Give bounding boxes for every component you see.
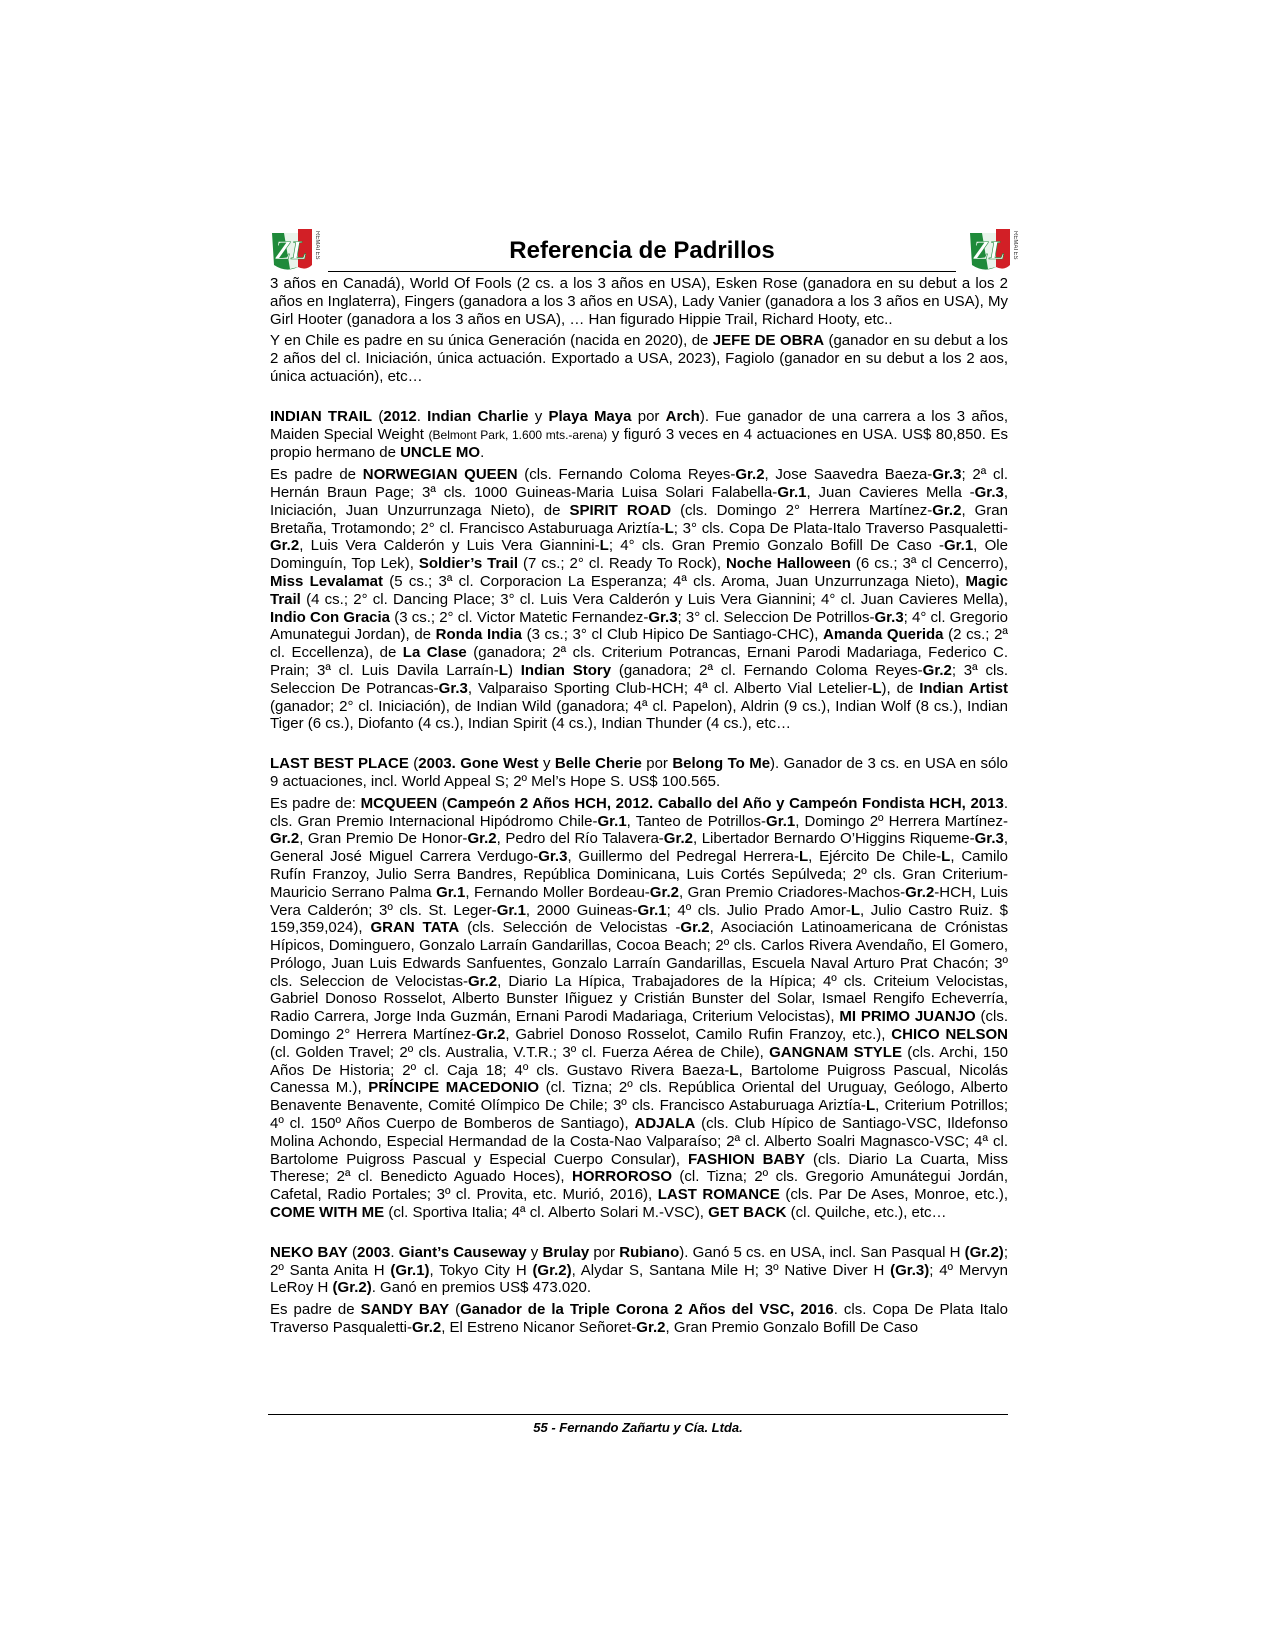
bold-text: NEKO BAY [270,1243,348,1261]
text-run: , 2000 Guineas- [525,901,638,919]
bold-text: Gr.3 [538,848,568,866]
text-run: (cls. Domingo 2° Herrera Martínez- [671,501,933,519]
text-run: (cls. Diario La Cuarta, Miss Therese; 2ª cl. Benedicto Aguado Hoces), [270,1150,1009,1186]
text-run: , General José Miguel Carrera Verdugo- [270,830,1008,866]
text-run: ; 3ª cls. Seleccion De Potrancas- [270,661,1008,697]
text-run: , Camilo Rufín Franzoy, Julio Serra Bandres, República Dominicana, Luis Cortés Sepúlveda; 2º cls. Gran Criterium-Mauricio Serrano Palma [270,848,1008,901]
bold-text: Magic Trail [270,572,1008,608]
text-run: ; 2º Santa Anita H [270,1243,1008,1279]
text-run: ). Ganador de 3 cs. en USA en sólo 9 actuaciones, incl. World Appeal S; 2º Mel’s Hope S. US$ 100.565. [270,755,1008,790]
text-run: (ganadora; 2ª cl. Fernando Coloma Reyes- [611,661,923,679]
text-run: Es padre de [270,466,363,484]
bold-text: Gr.1 [777,483,807,501]
bold-text: Gr.1 [597,812,627,830]
bold-text: Belle Cherie [554,755,642,773]
text-run: (3 cs.; 3° cl Club Hipico De Santiago-CHC), [521,626,824,644]
bold-text: Gr.2 [467,830,497,848]
bold-text: Gr.3 [932,466,962,484]
paragraph [270,408,1008,462]
text-run: , Bartolome Puigross Pascual, Nicolás Canessa M.), [270,1061,1009,1097]
paragraph [270,275,1008,328]
zl-remates-logo-right [966,227,1018,273]
text-run: (cl. Sportiva Italia; 4ª cl. Alberto Solari M.-VSC), [384,1204,709,1222]
bold-text: FASHION BABY [688,1150,806,1168]
text-run: y [538,755,555,773]
bold-text: Indian Charlie [427,407,529,425]
bold-text: Gr.1 [496,901,526,919]
logo-word: REMATES [314,231,320,260]
text-run: , Alydar S, Santana Mile H; 3º Native Diver H [571,1261,891,1279]
bold-text: Gr.2 [649,883,679,901]
text-run: , Criterium Potrillos; 4º cl. 150º Años Cuerpo de Bomberos de Santiago), [270,1097,1008,1133]
text-run: (cls. Domingo 2° Herrera Martínez- [270,1008,1009,1044]
text-run: , Gran Premio De Honor- [299,830,468,848]
text-run: (6 cs.; 3ª cl Cencerro), [850,555,1009,573]
bold-text: Gr.2 [467,972,498,990]
text-run: ; 3° cls. Copa De Plata-Italo Traverso Pasqualetti- [673,519,1008,537]
bold-text: Rubiano [619,1243,680,1261]
text-run: por [589,1243,620,1261]
bold-text: L [798,848,809,866]
text-run: (cls. Fernando Coloma Reyes- [517,466,736,484]
text-run: ; 4° cls. Gran Premio Gonzalo Bofill De Caso - [608,537,944,555]
bold-text: Miss Levalamat [270,572,383,590]
bold-text: 2003 [357,1243,391,1261]
bold-text: GRAN TATA [370,919,460,937]
text-run: Es padre de [270,1301,361,1319]
bold-text: COME WITH ME [270,1204,385,1222]
text-run: , Tanteo de Potrillos- [626,812,767,830]
page-footer: 55 - Fernando Zañartu y Cía. Ltda. [533,1420,743,1435]
text-run: (cl. Tizna; 2º cls. Gregorio Amunátegui Jordán, Cafetal, Radio Portales; 3º cl. Provita, etc. Murió, 2016), [270,1168,1008,1204]
text-run: , Luis Vera Calderón y Luis Vera Giannini- [299,537,600,555]
bold-text: Ganador de la Triple Corona 2 Años del VSC, 2016 [460,1301,834,1319]
footer-rule [268,1414,1008,1415]
logo-letters: ZL [275,236,307,265]
bold-text: Gr.2 [680,919,710,937]
text-run: ), de [881,679,920,697]
bold-text: Gr.2 [412,1319,442,1337]
bold-text: L [872,679,882,697]
bold-text: (Gr.2) [964,1243,1004,1261]
text-run: (ganador; 2° cl. Iniciación), de Indian Wild (ganadora; 4ª cl. Papelon), Aldrin (9 cs.), Indian Wolf (8 cs.), Indian Tiger (6 cs.), Diofanto (4 cs.), Indian Spirit (4 cs.), Indian Thunder (4 cs.), etc… [270,697,1008,733]
bold-text: Gr.1 [637,901,667,919]
text-run: 3 años en Canadá), World Of Fools (2 cs. a los 3 años en USA), Esken Rose (ganadora en su debut a los 2 años en Inglaterra), Fingers (ganadora a los 3 años en USA), Lady Vanier (ganadora a los 3 años en USA), My Girl Hooter (ganadora a los 3 años en USA), … Han figurado Hippie Trail, Richard Hooty, etc.. [270,275,1008,328]
text-run: por [631,407,666,425]
text-run: ). Ganó 5 cs. en USA, incl. San Pasqual H [679,1243,965,1261]
text-run: ( [372,407,384,425]
text-run: (cls. Archi, 150 Años De Historia; 2º cl. Caja 18; 4º cls. Gustavo Rivera Baeza- [270,1043,1008,1079]
bold-text: MCQUEEN [360,794,438,812]
bold-text: GANGNAM STYLE [769,1043,902,1061]
text-run: y [528,407,549,425]
text-run: . [416,407,428,425]
bold-text: SANDY BAY [360,1301,450,1319]
bold-text: Gr.3 [438,679,468,697]
paragraph [270,1244,1008,1297]
bold-text: Brulay [542,1243,590,1261]
text-run: , Julio Castro Ruiz. $ 159,359,024), [270,901,1008,937]
bold-text: (Gr.2) [332,1279,372,1297]
text-run: (cl. Tizna; 2º cls. República Oriental del Uruguay, Geólogo, Alberto Benavente Benavente, Comité Olímpico De Chile; 3º cls. Francisco Astaburuaga Ariztía- [270,1079,1008,1115]
paragraph [270,795,1008,1222]
text-run: . Ganó en premios US$ 473.020. [371,1279,592,1297]
text-run: ; 4º Mervyn LeRoy H [270,1261,1008,1297]
bold-text: ADJALA [634,1115,696,1133]
bold-text: L [729,1061,739,1079]
text-run: (5 cs.; 3ª cl. Corporacion La Esperanza; 4ª cls. Aroma, Juan Unzurrunzaga Nieto), [383,572,966,590]
text-run: , Guillermo del Pedregal Herrera- [567,848,799,866]
bold-text: La Clase [402,644,467,662]
text-run: , Valparaiso Sporting Club-HCH; 4ª cl. Alberto Vial Letelier- [467,679,873,697]
bold-text: L [865,1097,876,1115]
bold-text: Gr.3 [974,483,1004,501]
text-run: y [526,1243,543,1261]
bold-text: Gr.2 [270,537,300,555]
bold-text: INDIAN TRAIL [270,407,373,425]
bold-text: Indian Artist [919,679,1008,697]
bold-text: GET BACK [708,1204,787,1222]
paragraph [270,755,1008,791]
bold-text: HORROROSO [571,1168,672,1186]
title-underline [328,271,956,272]
text-run: , Gran Premio Gonzalo Bofill De Caso [665,1319,919,1337]
bold-text: UNCLE MO [400,444,481,462]
text-run: ( [437,794,447,812]
bold-text: Giant’s Causeway [398,1243,527,1261]
bold-text: Gr.2 [735,466,765,484]
bold-text: Gr.2 [905,883,935,901]
text-run: por [641,755,673,773]
bold-text: JEFE DE OBRA [712,332,825,350]
text-run: . [390,1243,399,1261]
document-body [270,275,1008,1337]
bold-text: CHICO NELSON [891,1026,1008,1044]
text-run: , Ejército De Chile- [808,848,942,866]
text-run: , Gabriel Donoso Rosselot, Camilo Rufin Franzoy, etc.), [505,1026,892,1044]
text-run: , El Estreno Nicanor Señoret- [441,1319,637,1337]
text-run: , Tokyo City H [429,1261,533,1279]
bold-text: (Gr.2) [532,1261,572,1279]
bold-text: Gr.2 [476,1026,506,1044]
bold-text: Gr.3 [874,608,904,626]
bold-text: Gr.1 [766,812,796,830]
bold-text: Soldier’s Trail [418,555,519,573]
text-run: , Asociación Latinoamericana de Crónistas Hípicos, Dominguero, Gonzalo Larraín Gandarillas, Cocoa Beach; 2º cls. Carlos Rivera Avendaño, El Gomero, Prólogo, Juan Luis Edwards Sanfuentes, Gonzalo Larraín Gandarillas, Escuela Naval Arturo Prat Chacón; 3º cls. Seleccion de Velocistas- [270,919,1009,990]
bold-text: PRÍNCIPE MACEDONIO [368,1079,540,1097]
bold-text: Playa Maya [548,407,632,425]
text-run: . cls. Copa De Plata Italo Traverso Pasqualetti- [270,1301,1008,1337]
text-run: -HCH, Luis Vera Calderón; 3º cls. St. Leger- [270,883,1008,919]
text-run: Es padre de: [270,794,361,812]
text-run: , Fernando Moller Bordeau- [465,883,650,901]
text-run: (cl. Quilche, etc.), etc… [786,1204,947,1222]
text-run: ( [347,1243,358,1261]
bold-text: 2012 [383,407,417,425]
bold-text: Gr.2 [270,830,300,848]
text-run: , Iniciación, Juan Unzurrunzaga Nieto), de [270,483,1008,519]
logo-word: REMATES [1012,231,1018,260]
bold-text: Campeón 2 Años HCH, 2012. Caballo del Año y Campeón Fondista HCH, 2013 [446,794,1004,812]
logo-letters: ZL [973,236,1005,265]
bold-text: Indian Story [520,661,612,679]
bold-text: Ronda India [435,626,522,644]
paragraph [270,1301,1008,1337]
text-run: (cl. Golden Travel; 2º cls. Australia, V.T.R.; 3º cl. Fuerza Aérea de Chile), [270,1043,770,1061]
paragraph [270,332,1008,385]
bold-text: SPIRIT ROAD [569,501,672,519]
text-run: , Pedro del Río Talavera- [496,830,664,848]
text-run: , Domingo 2º Herrera Martínez- [795,812,1008,830]
bold-text: L [664,519,674,537]
text-run: ( [408,755,419,773]
bold-text: LAST ROMANCE [657,1186,780,1204]
text-run: (ganador en su debut a los 2 años del cl. Iniciación, única actuación. Exportado a USA, 2023), Fagiolo (ganador en su debut a los 2 aos, única actuación), etc… [270,332,1008,385]
bold-text: Noche Halloween [725,555,851,573]
bold-text: Gr.3 [648,608,678,626]
bold-text: Gr.1 [436,883,466,901]
paragraph-gap [270,1226,1008,1244]
text-run: (3 cs.; 2° cl. Victor Matetic Fernandez- [390,608,649,626]
text-run: , Juan Cavieres Mella - [806,483,975,501]
page-title: Referencia de Padrillos [509,237,775,264]
document-page [270,227,1018,1341]
text-run: , Ole Dominguín, Top Lek), [270,537,1008,573]
text-run: (cls. Par De Ases, Monroe, etc.), [779,1186,1008,1204]
text-run: (ganadora; 2ª cls. Criterium Potrancas, Ernani Parodi Madariaga, Federico C. Prain; 3ª cl. Luis Davila Larraín- [270,644,1009,679]
text-run: (4 cs.; 2° cl. Dancing Place; 3° cl. Luis Vera Calderón y Luis Vera Giannini; 4° cl. Juan Cavieres Mella), [300,590,1008,608]
text-run: ) [507,661,521,679]
text-run: (7 cs.; 2° cl. Ready To Rock), [518,555,726,573]
bold-text: NORWEGIAN QUEEN [362,466,518,484]
bold-text: MI PRIMO JUANJO [839,1008,976,1026]
text-run: . cls. Gran Premio Internacional Hipódromo Chile- [270,794,1008,830]
text-run: ; 3° cl. Seleccion De Potrillos- [677,608,875,626]
bold-text: Gr.2 [636,1319,666,1337]
text-run: , Gran Premio Criadores-Machos- [678,883,906,901]
text-run: (cls. Club Hípico de Santiago-VSC, Ildefonso Molina Achondo, Especial Hermandad de la Costa-Nao Valparaíso; 2ª cl. Alberto Soalri Magnasco-VSC; 4ª cl. Bartolome Puigross Pascual y Especial Cuerpo Consular), [270,1115,1008,1168]
bold-text: L [498,661,508,679]
bold-text: (Gr.1) [390,1261,430,1279]
text-run: (Belmont Park, 1.600 mts.-arena) [428,427,608,442]
paragraph-gap [270,390,1008,408]
bold-text: Indio Con Gracia [270,608,391,626]
text-run: Y en Chile es padre en su única Generación (nacida en 2020), de [270,332,713,350]
text-run: . [480,444,485,462]
bold-text: Gr.3 [974,830,1004,848]
text-run: (2 cs.; 2ª cl. Eccellenza), de [270,626,1008,662]
bold-text: Gr.2 [922,661,952,679]
text-run: , Diario La Hípica, Trabajadores de la Hípica; 4º cls. Criteium Velocistas, Gabriel Donoso Rosselot, Alberto Bunster Iñiguez y Cristián Bunster del Solar, Ismael Rengifo Echeverría, Radio Carrera, Jorge Inda Guzmán, Ernani Parodi Madariaga, Criterium Velocistas), [270,972,1008,1026]
text-run: ( [449,1301,461,1319]
bold-text: Gr.1 [943,537,974,555]
bold-text: 2003. Gone West [418,755,539,773]
bold-text: Gr.2 [663,830,693,848]
zl-remates-logo-left [268,227,320,273]
text-run: ; 4º cls. Julio Prado Amor- [666,901,851,919]
bold-text: Amanda Querida [823,626,944,644]
bold-text: LAST BEST PLACE [270,755,409,773]
text-run: ; 4° cl. Gregorio Amunategui Jordan), de [270,608,1009,644]
bold-text: Belong To Me [672,755,771,773]
text-run: , Jose Saavedra Baeza- [764,466,933,484]
bold-text: L [941,848,951,866]
page-header [270,227,1018,279]
text-run: , Libertador Bernardo O’Higgins Riqueme- [692,830,975,848]
text-run: ; 2ª cl. Hernán Braun Page; 3ª cls. 1000 Guineas-Maria Luisa Solari Falabella- [270,466,1009,501]
bold-text: L [850,901,860,919]
bold-text: Arch [665,407,700,425]
bold-text: Gr.2 [932,501,962,519]
text-run: , Gran Bretaña, Trotamondo; 2° cl. Francisco Astaburuaga Ariztía- [270,501,1008,537]
bold-text: L [599,537,609,555]
text-run: y figuró 3 veces en 4 actuaciones en USA. US$ 80,850. Es propio hermano de [270,425,1008,462]
text-run: (cls. Selección de Velocistas - [459,919,681,937]
bold-text: (Gr.3) [890,1261,930,1279]
paragraph-gap [270,737,1008,755]
paragraph [270,466,1008,733]
text-run: ). Fue ganador de una carrera a los 3 años, Maiden Special Weight [270,407,1009,443]
